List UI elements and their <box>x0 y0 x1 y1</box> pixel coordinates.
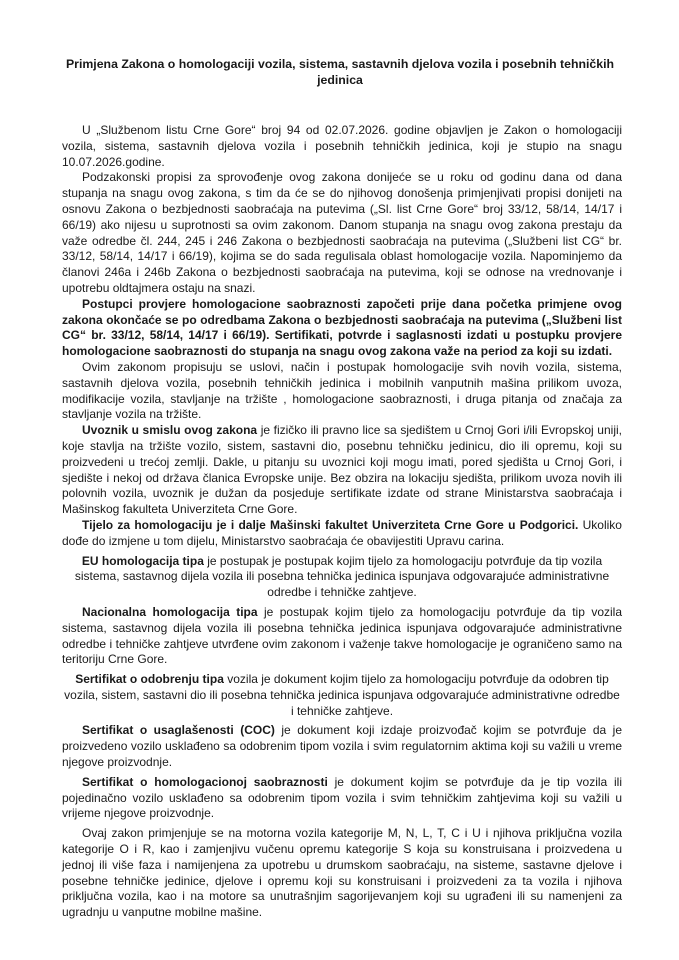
definition-national-type-approval: je postupak kojim tijelo za homologaciju potvrđuje da tip vozila sistema, sastavnog dijela vozila ili posebna tehnička jedinica ispunjava odgovarajuće administrativne odredbe i tehničke zahtjeve utvrđene ovim zakonom i važenje takve homologacije je ograničeno samo na teritoriju Crne Gore. <box>62 604 623 667</box>
definition-eu-type-approval: je postupak je postupak kojim tijelo za homologaciju potvrđuje da tip vozila sistema, sastavnog dijela vozila ili posebna tehnička jedinica ispunjava odgovarajuće administrativne odredbe i tehničke zahtjeve. <box>74 553 610 600</box>
paragraph-publication: U „Službenom listu Crne Gore“ broj 94 od 02.07.2026. godine objavljen je Zakon o homologaciji vozila, sistema, sastavnih djelova vozila i posebnih tehničkih jedinica, koji je stupio na snagu 10.07.2026.godine. <box>62 123 622 169</box>
paragraph-transitional-procedures: Postupci provjere homologacione saobraznosti započeti prije dana početka primjene ovog zakona okončaće se po odredbama Zakona o bezbjednosti saobraćaja na putevima („Službeni list CG“ br. 33/12, 58/14, 14/17 i 66/19). Sertifikati, potvrde i saglasnosti izdati u postupku provjere homologacione saobraznosti do stupanja na snagu ovog zakona važe na period za koji su izdati. <box>62 296 622 359</box>
definition-homologation-body: Ukoliko dođe do izmjene u tom dijelu, Ministarstvo saobraćaja će obavijestiti Upravu carina. <box>62 517 622 548</box>
definition-coc: je dokument koji izdaje proizvođač kojim se potvrđuje da je proizvedeno vozilo usklađeno sa odobrenim tipom vozila i svim regulatornim aktima koji su važili u vreme njegove proizvodnje. <box>62 723 623 770</box>
term-conformity-certificate: Sertifikat o homologacionoj saobraznosti <box>82 774 328 789</box>
document-title: Primjena Zakona o homologaciji vozila, sistema, sastavnih djelova vozila i posebnih tehničkih jedinica <box>65 57 615 87</box>
term-homologation-body: Tijelo za homologaciju je i dalje Mašinski fakultet Univerziteta Crne Gore u Podgorici. <box>82 517 579 532</box>
paragraph-eu-type-approval <box>62 554 622 601</box>
paragraph-vehicle-categories: Ovaj zakon primjenjuje se na motorna vozila kategorije M, N, L, T, C i U i njihova priključna vozila kategorije O i R, kao i zamjenjivu vučenu opremu kategorije S koja su konstruisana i proizvedena u jednoj ili više faza i namijenjena za upotrebu u drumskom saobraćaju, na sisteme, sastavne djelove i posebne tehničke jedinice, djelove i opremu koji su konstruisani i proizvedeni za ta vozila i njihova priključna vozila, kao i na motore sa unutrašnjim sagorijevanjem koji su ugrađeni ili su namenjeni za ugradnju u vanputne mobilne mašine. <box>62 826 622 920</box>
paragraph-scope: Ovim zakonom propisuju se uslovi, način i postupak homologacije svih novih vozila, sistema, sastavnih djelova vozila, posebnih tehničkih jedinica i mobilnih vanputnih mašina prilikom uvoza, modifikacije vozila, stavljanje na tržište , homologacione saobraznosti, i druga pitanja od značaja za stavljanje vozila na tržište. <box>62 359 622 422</box>
term-eu-type-approval: EU homologacija tipa <box>81 553 204 568</box>
paragraph-homologation-body <box>62 518 622 550</box>
definition-importer: je fizičko ili pravno lice sa sjedištem u Crnoj Gori i/ili Evropskoj uniji, koje stavlja na tržište vozilo, sistem, sastavni dio, posebnu tehničku jedinicu, dio ili opremu, koji su proizvedeni u trećoj zemlji. Dakle, u pitanju su uvoznici koji mogu imati, pored sjedišta u Crnoj Gori, i sjedište i nekoj od država članica Evropske unije. Bez obzira na lokaciju sjedišta, prilikom uvoza novih ili polovnih vozila, uvoznik je dužan da posjeduje sertifikate izdate od strane Ministarstva saobraćaja i Mašinskog fakulteta Univerziteta Crne Gore. <box>62 423 622 517</box>
definition-conformity-certificate: je dokument kojim se potvrđuje da je tip vozila ili pojedinačno vozilo usklađeno sa odobrenim tipom vozila i svim tehničkim zahtjevima koji su važili u vrijeme njegove proizvodnje. <box>62 774 623 821</box>
term-importer: Uvoznik u smislu ovog zakona <box>82 423 258 438</box>
paragraph-conformity-certificate <box>62 775 622 822</box>
document-body <box>62 123 622 921</box>
paragraph-importer <box>62 423 622 518</box>
term-coc: Sertifikat o usaglašenosti (COC) <box>82 723 275 738</box>
paragraph-coc <box>62 723 622 770</box>
term-national-type-approval: Nacionalna homologacija tipa <box>82 604 258 619</box>
paragraph-national-type-approval <box>62 605 622 668</box>
paragraph-bylaws: Podzakonski propisi za sprovođenje ovog zakona donijeće se u roku od godinu dana od dana stupanja na snagu ovog zakona, s tim da će se do njihovog donošenja primjenjivati propisi donijeti na osnovu Zakona o bezbjednosti saobraćaja na putevima („Sl. list Crne Gore“ broj 33/12, 58/14, 14/17 i 66/19) ako nijesu u suprotnosti sa ovim zakonom. Danom stupanja na snagu ovog zakona prestaju da važe odredbe čl. 244, 245 i 246 Zakona o bezbjednosti saobraćaja na putevima („Službeni list CG“ br. 33/12, 58/14, 14/17 i 66/19), kojima se do sada regulisala oblast homologacije vozila. Napominjemo da članovi 246a i 246b Zakona o bezbjednosti saobraćaja na putevima, koji se odnose na vrednovanje i upotrebu oldtajmera ostaju na snazi. <box>62 170 622 295</box>
term-type-approval-certificate: Sertifikat o odobrenju tipa <box>75 672 224 687</box>
definition-type-approval-certificate: vozila je dokument kojim tijelo za homologaciju potvrđuje da odobren tip vozila, sistem, sastavni dio ili posebna tehnička jedinica ispunjava odgovarajuće administrativne odredbe i tehničke zahtjeve. <box>64 672 620 718</box>
paragraph-type-approval-certificate <box>62 672 622 719</box>
